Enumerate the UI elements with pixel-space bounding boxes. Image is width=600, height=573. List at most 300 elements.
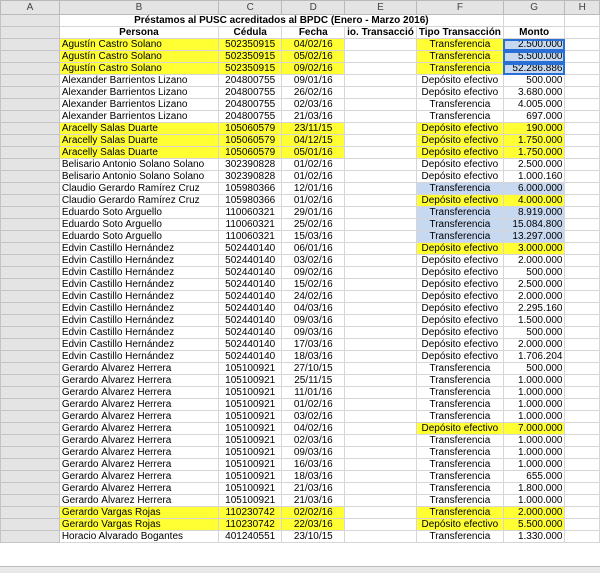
column-header-d[interactable]: D: [282, 1, 345, 15]
cell-cedula[interactable]: 110230742: [219, 519, 282, 531]
cell[interactable]: [565, 519, 600, 531]
cell[interactable]: [565, 471, 600, 483]
row-header[interactable]: [1, 423, 60, 435]
cell-fecha[interactable]: 24/02/16: [282, 291, 345, 303]
cell[interactable]: [565, 327, 600, 339]
cell-no-transaccion[interactable]: [345, 231, 417, 243]
row-header[interactable]: [1, 39, 60, 51]
cell[interactable]: [565, 495, 600, 507]
header-tipo-transaccion[interactable]: Tipo Transacción: [416, 27, 503, 39]
cell-no-transaccion[interactable]: [345, 99, 417, 111]
cell-tipo-transaccion[interactable]: Transferencia: [416, 411, 503, 423]
cell[interactable]: [565, 447, 600, 459]
cell-cedula[interactable]: 502440140: [219, 291, 282, 303]
column-header-f[interactable]: F: [416, 1, 503, 15]
cell-no-transaccion[interactable]: [345, 219, 417, 231]
row-header[interactable]: [1, 27, 60, 39]
cell-monto[interactable]: 3.000.000: [503, 243, 565, 255]
cell[interactable]: [565, 27, 600, 39]
cell-no-transaccion[interactable]: [345, 519, 417, 531]
cell-cedula[interactable]: 502350915: [219, 39, 282, 51]
row-header[interactable]: [1, 291, 60, 303]
row-header[interactable]: [1, 207, 60, 219]
cell-persona[interactable]: Edvin Castillo Hernández: [59, 327, 218, 339]
column-header-c[interactable]: C: [219, 1, 282, 15]
cell[interactable]: [565, 159, 600, 171]
cell-tipo-transaccion[interactable]: Depósito efectivo: [416, 255, 503, 267]
header-no-transaccion[interactable]: io. Transacció: [345, 27, 417, 39]
column-header-e[interactable]: E: [345, 1, 417, 15]
cell-fecha[interactable]: 12/01/16: [282, 183, 345, 195]
cell-tipo-transaccion[interactable]: Depósito efectivo: [416, 171, 503, 183]
row-header[interactable]: [1, 339, 60, 351]
cell-fecha[interactable]: 09/03/16: [282, 447, 345, 459]
cell-monto[interactable]: 5.500.000: [503, 519, 565, 531]
cell-persona[interactable]: Edvin Castillo Hernández: [59, 279, 218, 291]
cell-persona[interactable]: Gerardo Vargas Rojas: [59, 519, 218, 531]
cell-monto[interactable]: 697.000: [503, 111, 565, 123]
cell-tipo-transaccion[interactable]: Depósito efectivo: [416, 267, 503, 279]
cell-persona[interactable]: Alexander Barrientos Lizano: [59, 111, 218, 123]
cell-persona[interactable]: Belisario Antonio Solano Solano: [59, 171, 218, 183]
cell-persona[interactable]: Gerardo Álvarez Herrera: [59, 399, 218, 411]
cell-monto[interactable]: 1.000.160: [503, 171, 565, 183]
row-header[interactable]: [1, 15, 60, 27]
cell-fecha[interactable]: 27/10/15: [282, 363, 345, 375]
cell-tipo-transaccion[interactable]: Transferencia: [416, 363, 503, 375]
cell-persona[interactable]: Edvin Castillo Hernández: [59, 291, 218, 303]
row-header[interactable]: [1, 243, 60, 255]
cell-persona[interactable]: Gerardo Vargas Rojas: [59, 507, 218, 519]
cell[interactable]: [565, 267, 600, 279]
cell-monto[interactable]: 1.750.000: [503, 135, 565, 147]
cell-tipo-transaccion[interactable]: Depósito efectivo: [416, 351, 503, 363]
cell-tipo-transaccion[interactable]: Transferencia: [416, 39, 503, 51]
cell-tipo-transaccion[interactable]: Transferencia: [416, 471, 503, 483]
cell-no-transaccion[interactable]: [345, 183, 417, 195]
cell-cedula[interactable]: 502440140: [219, 351, 282, 363]
row-header[interactable]: [1, 159, 60, 171]
cell-tipo-transaccion[interactable]: Transferencia: [416, 435, 503, 447]
cell-no-transaccion[interactable]: [345, 399, 417, 411]
cell-fecha[interactable]: 18/03/16: [282, 351, 345, 363]
cell-persona[interactable]: Gerardo Álvarez Herrera: [59, 375, 218, 387]
cell-cedula[interactable]: 502350915: [219, 51, 282, 63]
cell-fecha[interactable]: 03/02/16: [282, 255, 345, 267]
cell-cedula[interactable]: 105060579: [219, 123, 282, 135]
cell[interactable]: [565, 219, 600, 231]
cell-tipo-transaccion[interactable]: Transferencia: [416, 375, 503, 387]
cell-no-transaccion[interactable]: [345, 171, 417, 183]
cell-tipo-transaccion[interactable]: Transferencia: [416, 111, 503, 123]
cell-monto[interactable]: 2.000.000: [503, 339, 565, 351]
cell-no-transaccion[interactable]: [345, 291, 417, 303]
cell-monto[interactable]: 2.000.000: [503, 507, 565, 519]
cell-tipo-transaccion[interactable]: Transferencia: [416, 495, 503, 507]
cell[interactable]: [565, 351, 600, 363]
cell-no-transaccion[interactable]: [345, 375, 417, 387]
row-header[interactable]: [1, 111, 60, 123]
cell-cedula[interactable]: 502440140: [219, 303, 282, 315]
cell[interactable]: [565, 123, 600, 135]
cell[interactable]: [565, 531, 600, 543]
row-header[interactable]: [1, 147, 60, 159]
cell-fecha[interactable]: 21/03/16: [282, 111, 345, 123]
cell-cedula[interactable]: 110060321: [219, 231, 282, 243]
cell-cedula[interactable]: 105100921: [219, 423, 282, 435]
cell-cedula[interactable]: 105100921: [219, 435, 282, 447]
cell[interactable]: [565, 147, 600, 159]
cell-tipo-transaccion[interactable]: Depósito efectivo: [416, 327, 503, 339]
cell-tipo-transaccion[interactable]: Transferencia: [416, 63, 503, 75]
cell-persona[interactable]: Claudio Gerardo Ramírez Cruz: [59, 195, 218, 207]
cell-tipo-transaccion[interactable]: Depósito efectivo: [416, 423, 503, 435]
cell-persona[interactable]: Gerardo Álvarez Herrera: [59, 495, 218, 507]
cell-persona[interactable]: Edvin Castillo Hernández: [59, 351, 218, 363]
cell-cedula[interactable]: 502350915: [219, 63, 282, 75]
cell-no-transaccion[interactable]: [345, 351, 417, 363]
row-header[interactable]: [1, 99, 60, 111]
cell-tipo-transaccion[interactable]: Depósito efectivo: [416, 135, 503, 147]
cell-cedula[interactable]: 204800755: [219, 87, 282, 99]
cell-fecha[interactable]: 06/01/16: [282, 243, 345, 255]
row-header[interactable]: [1, 399, 60, 411]
cell-persona[interactable]: Edvin Castillo Hernández: [59, 267, 218, 279]
cell-no-transaccion[interactable]: [345, 267, 417, 279]
cell[interactable]: [565, 459, 600, 471]
cell-no-transaccion[interactable]: [345, 339, 417, 351]
cell-fecha[interactable]: 25/02/16: [282, 219, 345, 231]
row-header[interactable]: [1, 255, 60, 267]
cell-no-transaccion[interactable]: [345, 531, 417, 543]
cell-no-transaccion[interactable]: [345, 483, 417, 495]
row-header[interactable]: [1, 507, 60, 519]
cell-persona[interactable]: Gerardo Álvarez Herrera: [59, 459, 218, 471]
cell-monto[interactable]: 1.800.000: [503, 483, 565, 495]
cell-cedula[interactable]: 105100921: [219, 495, 282, 507]
cell-cedula[interactable]: 110060321: [219, 207, 282, 219]
cell-tipo-transaccion[interactable]: Transferencia: [416, 231, 503, 243]
row-header[interactable]: [1, 123, 60, 135]
cell-cedula[interactable]: 502440140: [219, 243, 282, 255]
cell-monto[interactable]: 7.000.000: [503, 423, 565, 435]
cell-fecha[interactable]: 09/02/16: [282, 267, 345, 279]
cell-fecha[interactable]: 02/03/16: [282, 99, 345, 111]
cell-fecha[interactable]: 04/02/16: [282, 39, 345, 51]
cell-tipo-transaccion[interactable]: Depósito efectivo: [416, 87, 503, 99]
cell-persona[interactable]: Gerardo Álvarez Herrera: [59, 447, 218, 459]
cell-monto[interactable]: 1.750.000: [503, 147, 565, 159]
cell-cedula[interactable]: 401240551: [219, 531, 282, 543]
cell-no-transaccion[interactable]: [345, 207, 417, 219]
cell-persona[interactable]: Gerardo Álvarez Herrera: [59, 435, 218, 447]
cell-no-transaccion[interactable]: [345, 507, 417, 519]
cell-fecha[interactable]: 17/03/16: [282, 339, 345, 351]
cell-cedula[interactable]: 105100921: [219, 447, 282, 459]
cell-cedula[interactable]: 105100921: [219, 363, 282, 375]
cell[interactable]: [565, 291, 600, 303]
cell-tipo-transaccion[interactable]: Transferencia: [416, 207, 503, 219]
cell-fecha[interactable]: 05/01/16: [282, 147, 345, 159]
cell-monto[interactable]: 5.500.000: [503, 51, 565, 63]
row-header[interactable]: [1, 435, 60, 447]
cell-monto[interactable]: 500.000: [503, 267, 565, 279]
cell-fecha[interactable]: 16/03/16: [282, 459, 345, 471]
row-header[interactable]: [1, 519, 60, 531]
cell-persona[interactable]: Claudio Gerardo Ramírez Cruz: [59, 183, 218, 195]
cell-fecha[interactable]: 25/11/15: [282, 375, 345, 387]
row-header[interactable]: [1, 447, 60, 459]
cell-persona[interactable]: Alexander Barrientos Lizano: [59, 75, 218, 87]
header-cedula[interactable]: Cédula: [219, 27, 282, 39]
cell-persona[interactable]: Edvin Castillo Hernández: [59, 315, 218, 327]
cell-tipo-transaccion[interactable]: Transferencia: [416, 399, 503, 411]
cell-tipo-transaccion[interactable]: Depósito efectivo: [416, 291, 503, 303]
cell-tipo-transaccion[interactable]: Depósito efectivo: [416, 159, 503, 171]
cell[interactable]: [565, 231, 600, 243]
cell-no-transaccion[interactable]: [345, 63, 417, 75]
cell-no-transaccion[interactable]: [345, 495, 417, 507]
cell-no-transaccion[interactable]: [345, 411, 417, 423]
cell-cedula[interactable]: 105100921: [219, 459, 282, 471]
cell-persona[interactable]: Agustín Castro Solano: [59, 39, 218, 51]
cell-monto[interactable]: 3.680.000: [503, 87, 565, 99]
row-header[interactable]: [1, 135, 60, 147]
cell-fecha[interactable]: 04/02/16: [282, 423, 345, 435]
cell-cedula[interactable]: 105100921: [219, 411, 282, 423]
cell-cedula[interactable]: 502440140: [219, 267, 282, 279]
cell-no-transaccion[interactable]: [345, 387, 417, 399]
cell-cedula[interactable]: 110230742: [219, 507, 282, 519]
cell-monto[interactable]: 190.000: [503, 123, 565, 135]
cell-monto[interactable]: 1.000.000: [503, 375, 565, 387]
header-persona[interactable]: Persona: [59, 27, 218, 39]
cell-no-transaccion[interactable]: [345, 51, 417, 63]
row-header[interactable]: [1, 315, 60, 327]
cell-monto[interactable]: 4.005.000: [503, 99, 565, 111]
cell-monto[interactable]: 4.000.000: [503, 195, 565, 207]
cell-fecha[interactable]: 02/03/16: [282, 435, 345, 447]
cell-no-transaccion[interactable]: [345, 435, 417, 447]
cell[interactable]: [565, 315, 600, 327]
cell[interactable]: [565, 171, 600, 183]
cell-monto[interactable]: 1.000.000: [503, 435, 565, 447]
cell-cedula[interactable]: 105100921: [219, 399, 282, 411]
cell-fecha[interactable]: 11/01/16: [282, 387, 345, 399]
cell-monto[interactable]: 52.286.886: [503, 63, 565, 75]
row-header[interactable]: [1, 87, 60, 99]
cell-fecha[interactable]: 03/02/16: [282, 411, 345, 423]
row-header[interactable]: [1, 363, 60, 375]
cell-cedula[interactable]: 110060321: [219, 219, 282, 231]
cell-fecha[interactable]: 26/02/16: [282, 87, 345, 99]
cell-cedula[interactable]: 302390828: [219, 171, 282, 183]
cell-persona[interactable]: Edvin Castillo Hernández: [59, 303, 218, 315]
row-header[interactable]: [1, 483, 60, 495]
cell-fecha[interactable]: 23/11/15: [282, 123, 345, 135]
cell-no-transaccion[interactable]: [345, 147, 417, 159]
cell-monto[interactable]: 2.500.000: [503, 159, 565, 171]
cell-monto[interactable]: 1.706.204: [503, 351, 565, 363]
row-header[interactable]: [1, 183, 60, 195]
cell-no-transaccion[interactable]: [345, 39, 417, 51]
cell-persona[interactable]: Gerardo Álvarez Herrera: [59, 423, 218, 435]
cell-persona[interactable]: Gerardo Álvarez Herrera: [59, 471, 218, 483]
row-header[interactable]: [1, 495, 60, 507]
cell-cedula[interactable]: 302390828: [219, 159, 282, 171]
cell-no-transaccion[interactable]: [345, 447, 417, 459]
row-header[interactable]: [1, 411, 60, 423]
cell-tipo-transaccion[interactable]: Depósito efectivo: [416, 195, 503, 207]
cell[interactable]: [565, 255, 600, 267]
cell-tipo-transaccion[interactable]: Transferencia: [416, 507, 503, 519]
cell-fecha[interactable]: 09/01/16: [282, 75, 345, 87]
cell-persona[interactable]: Eduardo Soto Arguello: [59, 231, 218, 243]
row-header[interactable]: [1, 171, 60, 183]
cell-fecha[interactable]: 01/02/16: [282, 171, 345, 183]
cell-cedula[interactable]: 204800755: [219, 99, 282, 111]
cell-fecha[interactable]: 22/03/16: [282, 519, 345, 531]
cell-cedula[interactable]: 502440140: [219, 339, 282, 351]
cell-no-transaccion[interactable]: [345, 135, 417, 147]
cell-no-transaccion[interactable]: [345, 255, 417, 267]
cell-cedula[interactable]: 204800755: [219, 75, 282, 87]
cell[interactable]: [565, 99, 600, 111]
cell-persona[interactable]: Belisario Antonio Solano Solano: [59, 159, 218, 171]
cell-persona[interactable]: Edvin Castillo Hernández: [59, 243, 218, 255]
cell[interactable]: [565, 39, 600, 51]
cell[interactable]: [565, 363, 600, 375]
cell-fecha[interactable]: 29/01/16: [282, 207, 345, 219]
row-header[interactable]: [1, 471, 60, 483]
cell-tipo-transaccion[interactable]: Transferencia: [416, 387, 503, 399]
cell-tipo-transaccion[interactable]: Transferencia: [416, 219, 503, 231]
column-header-h[interactable]: H: [565, 1, 600, 15]
cell[interactable]: [565, 375, 600, 387]
cell-tipo-transaccion[interactable]: Depósito efectivo: [416, 243, 503, 255]
cell-no-transaccion[interactable]: [345, 327, 417, 339]
cell-tipo-transaccion[interactable]: Depósito efectivo: [416, 279, 503, 291]
cell[interactable]: [565, 411, 600, 423]
cell-fecha[interactable]: 21/03/16: [282, 495, 345, 507]
row-header[interactable]: [1, 231, 60, 243]
cell-monto[interactable]: 2.000.000: [503, 255, 565, 267]
row-header[interactable]: [1, 279, 60, 291]
cell-no-transaccion[interactable]: [345, 243, 417, 255]
row-header[interactable]: [1, 459, 60, 471]
cell-monto[interactable]: 13.297.000: [503, 231, 565, 243]
cell-tipo-transaccion[interactable]: Depósito efectivo: [416, 315, 503, 327]
cell-fecha[interactable]: 01/02/16: [282, 399, 345, 411]
cell-monto[interactable]: 1.000.000: [503, 495, 565, 507]
column-header-g[interactable]: G: [503, 1, 565, 15]
cell-cedula[interactable]: 105100921: [219, 483, 282, 495]
column-header-a[interactable]: A: [1, 1, 60, 15]
cell-no-transaccion[interactable]: [345, 75, 417, 87]
cell-persona[interactable]: Gerardo Álvarez Herrera: [59, 483, 218, 495]
cell-fecha[interactable]: 09/03/16: [282, 327, 345, 339]
cell-tipo-transaccion[interactable]: Depósito efectivo: [416, 303, 503, 315]
cell-persona[interactable]: Edvin Castillo Hernández: [59, 255, 218, 267]
cell-monto[interactable]: 1.330.000: [503, 531, 565, 543]
cell-no-transaccion[interactable]: [345, 471, 417, 483]
cell-cedula[interactable]: 502440140: [219, 327, 282, 339]
sheet-title[interactable]: Préstamos al PUSC acreditados al BPDC (Enero - Marzo 2016): [59, 15, 503, 27]
cell-persona[interactable]: Gerardo Álvarez Herrera: [59, 411, 218, 423]
cell-monto[interactable]: 1.500.000: [503, 315, 565, 327]
cell-cedula[interactable]: 105060579: [219, 147, 282, 159]
cell[interactable]: [565, 63, 600, 75]
cell-persona[interactable]: Eduardo Soto Arguello: [59, 219, 218, 231]
cell-monto[interactable]: 655.000: [503, 471, 565, 483]
row-header[interactable]: [1, 375, 60, 387]
cell-cedula[interactable]: 105100921: [219, 375, 282, 387]
cell-persona[interactable]: Horacio Alvarado Bogantes: [59, 531, 218, 543]
cell-fecha[interactable]: 15/02/16: [282, 279, 345, 291]
cell-monto[interactable]: 2.295.160: [503, 303, 565, 315]
cell[interactable]: [565, 435, 600, 447]
cell-monto[interactable]: 500.000: [503, 363, 565, 375]
cell-monto[interactable]: 8.919.000: [503, 207, 565, 219]
cell[interactable]: [565, 207, 600, 219]
cell-no-transaccion[interactable]: [345, 423, 417, 435]
cell-cedula[interactable]: 105980366: [219, 183, 282, 195]
cell-monto[interactable]: 2.500.000: [503, 39, 565, 51]
cell-monto[interactable]: 6.000.000: [503, 183, 565, 195]
cell-monto[interactable]: 1.000.000: [503, 459, 565, 471]
cell[interactable]: [565, 195, 600, 207]
cell[interactable]: [565, 303, 600, 315]
cell-cedula[interactable]: 204800755: [219, 111, 282, 123]
cell-no-transaccion[interactable]: [345, 315, 417, 327]
cell-tipo-transaccion[interactable]: Transferencia: [416, 447, 503, 459]
cell-cedula[interactable]: 502440140: [219, 255, 282, 267]
cell-cedula[interactable]: 105100921: [219, 471, 282, 483]
cell[interactable]: [503, 15, 565, 27]
cell-no-transaccion[interactable]: [345, 303, 417, 315]
cell[interactable]: [565, 423, 600, 435]
cell-tipo-transaccion[interactable]: Depósito efectivo: [416, 147, 503, 159]
cell-tipo-transaccion[interactable]: Depósito efectivo: [416, 75, 503, 87]
cell[interactable]: [565, 339, 600, 351]
cell-persona[interactable]: Aracelly Salas Duarte: [59, 123, 218, 135]
cell-tipo-transaccion[interactable]: Transferencia: [416, 183, 503, 195]
cell[interactable]: [565, 15, 600, 27]
row-header[interactable]: [1, 51, 60, 63]
row-header[interactable]: [1, 387, 60, 399]
cell-tipo-transaccion[interactable]: Transferencia: [416, 51, 503, 63]
cell-persona[interactable]: Alexander Barrientos Lizano: [59, 87, 218, 99]
cell-no-transaccion[interactable]: [345, 111, 417, 123]
row-header[interactable]: [1, 327, 60, 339]
cell-persona[interactable]: Alexander Barrientos Lizano: [59, 99, 218, 111]
cell-no-transaccion[interactable]: [345, 459, 417, 471]
cell-tipo-transaccion[interactable]: Depósito efectivo: [416, 519, 503, 531]
header-fecha[interactable]: Fecha: [282, 27, 345, 39]
cell[interactable]: [565, 51, 600, 63]
cell-monto[interactable]: 15.084.800: [503, 219, 565, 231]
cell-no-transaccion[interactable]: [345, 87, 417, 99]
cell-cedula[interactable]: 105980366: [219, 195, 282, 207]
cell[interactable]: [565, 279, 600, 291]
cell-monto[interactable]: 1.000.000: [503, 447, 565, 459]
cell-tipo-transaccion[interactable]: Depósito efectivo: [416, 339, 503, 351]
cell-persona[interactable]: Aracelly Salas Duarte: [59, 147, 218, 159]
cell[interactable]: [565, 399, 600, 411]
cell-tipo-transaccion[interactable]: Transferencia: [416, 459, 503, 471]
cell-fecha[interactable]: 09/03/16: [282, 315, 345, 327]
cell-persona[interactable]: Gerardo Álvarez Herrera: [59, 363, 218, 375]
